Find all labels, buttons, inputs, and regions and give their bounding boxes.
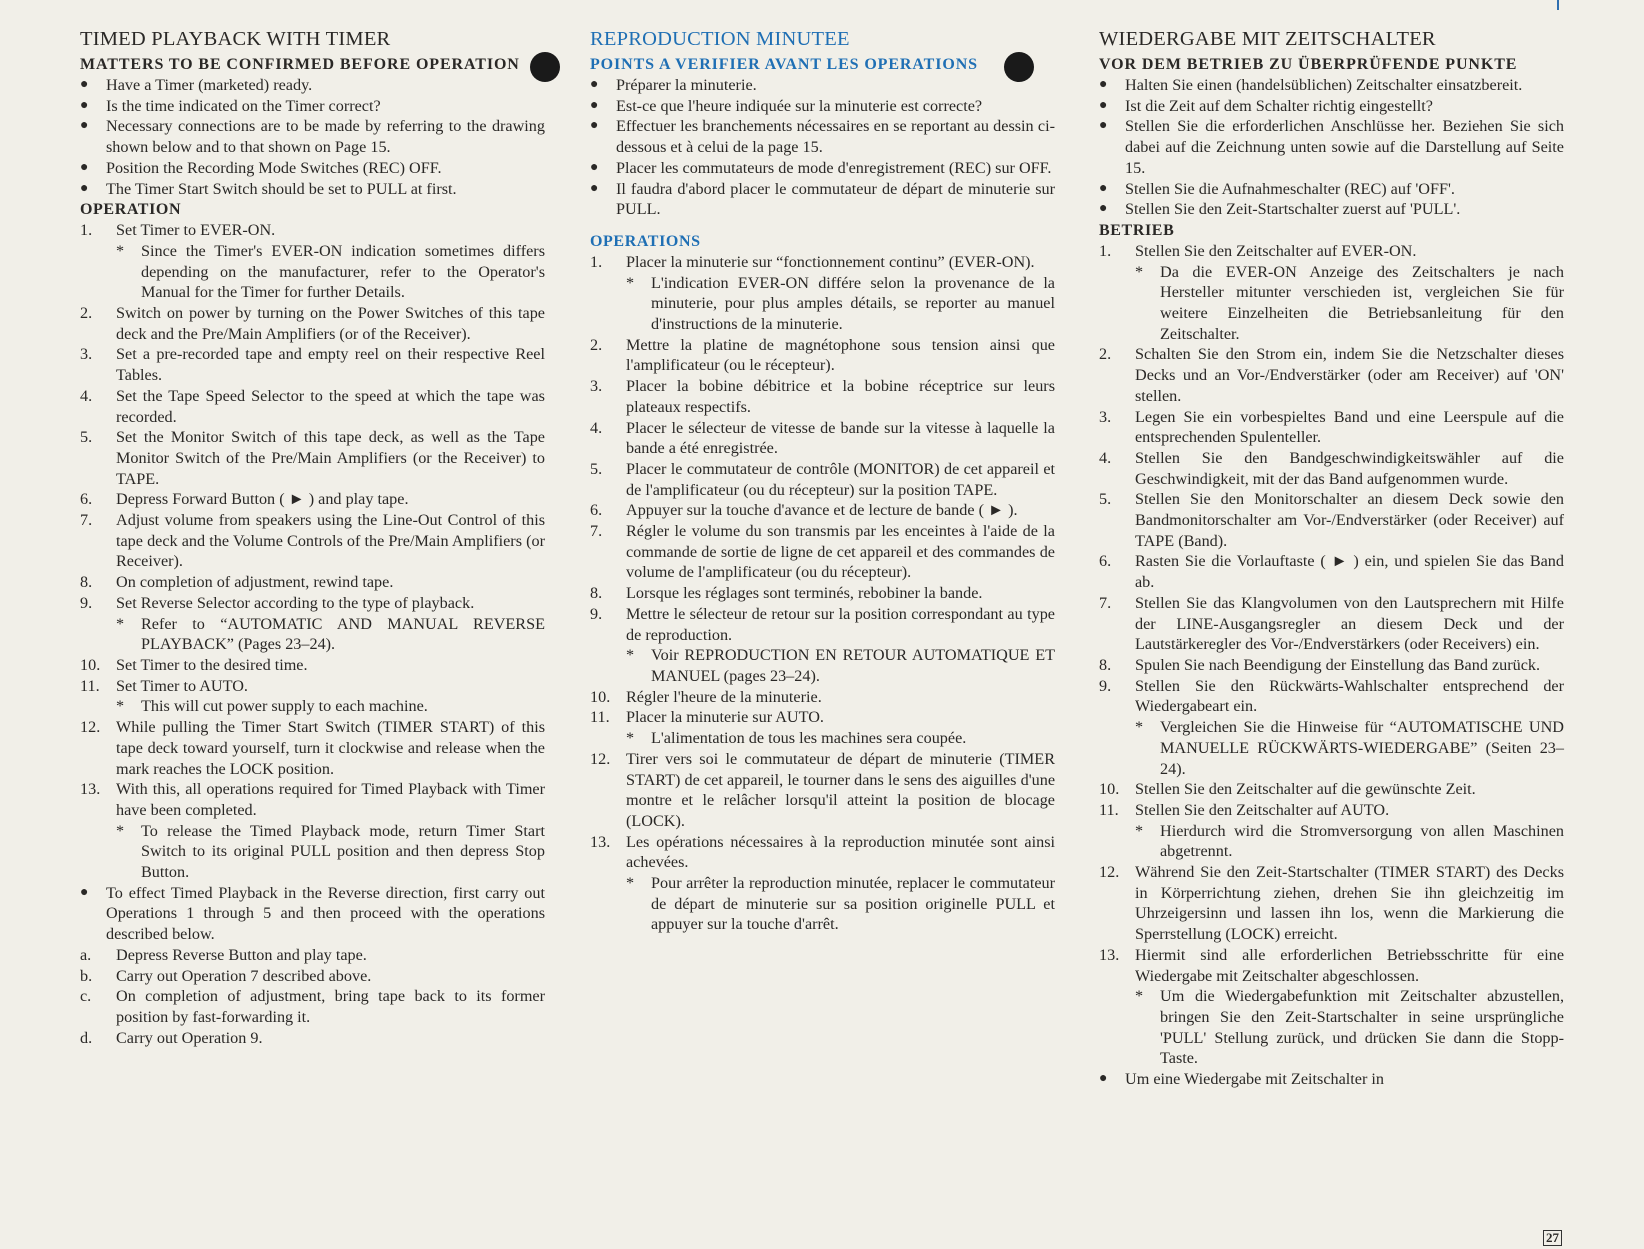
step-item-text: Stellen Sie den Zeitschalter auf die gewünschte Zeit.	[1135, 780, 1476, 799]
checklist	[80, 75, 545, 199]
step-item-marker: 8.	[80, 573, 93, 592]
step-item-marker: 4.	[80, 386, 93, 405]
bullet-icon: ●	[1099, 97, 1108, 113]
checklist-item-text: Is the time indicated on the Timer correct?	[106, 96, 381, 115]
step-item	[1099, 344, 1564, 406]
step-item	[590, 376, 1055, 417]
bullet-icon: ●	[1099, 180, 1108, 196]
step-item-text: On completion of adjustment, rewind tape.	[116, 573, 394, 592]
step-item	[1099, 779, 1564, 800]
column-french	[590, 22, 1055, 935]
step-item-text: Set the Tape Speed Selector to the speed at which the tape was recorded.	[116, 386, 545, 426]
step-item	[1099, 241, 1564, 262]
step-item	[1099, 676, 1564, 717]
step-item	[590, 459, 1055, 500]
checklist-item	[1099, 179, 1564, 200]
section-subhead: POINTS A VERIFIER AVANT LES OPERATIONS	[590, 56, 978, 73]
checklist-item-text: Stellen Sie die Aufnahmeschalter (REC) auf 'OFF'.	[1125, 179, 1455, 198]
note-item-text: To release the Timed Playback mode, return Timer Start Switch to its original PULL position and then depress Stop Button.	[141, 821, 545, 882]
section-subhead: MATTERS TO BE CONFIRMED BEFORE OPERATION	[80, 56, 520, 73]
checklist-item	[590, 96, 1055, 117]
step-item-marker: 12.	[80, 718, 101, 737]
step-item-marker: 10.	[1099, 780, 1120, 799]
column-german	[1099, 22, 1564, 1090]
step-item-text: Mettre la platine de magnétophone sous tension ainsi que l'amplificateur (ou le récepteur).	[626, 335, 1055, 375]
step-item-marker: 10.	[80, 655, 101, 674]
step-item-text: Appuyer sur la touche d'avance et de lecture de bande ( ► ).	[626, 501, 1018, 520]
bullet-icon: ●	[590, 97, 599, 113]
substep-item-text: Carry out Operation 9.	[116, 1028, 263, 1047]
bullet-icon: ●	[590, 77, 599, 92]
section-title: TIMED PLAYBACK WITH TIMER	[80, 28, 391, 50]
step-item-text: Stellen Sie den Zeitschalter auf EVER-ON.	[1135, 241, 1417, 260]
step-item-marker: 12.	[590, 749, 611, 768]
step-item-marker: 3.	[80, 345, 93, 364]
step-item-text: Stellen Sie den Monitorschalter an diesem Deck sowie den Bandmonitorschalter am Vor-/Endverstärker (oder Receiver) auf TAPE (Band).	[1135, 490, 1564, 550]
note-item-marker: *	[626, 729, 635, 748]
note-item	[1099, 986, 1564, 1069]
checklist-item	[1099, 75, 1564, 96]
note-item-marker: *	[116, 241, 125, 260]
bullet-icon: ●	[590, 159, 599, 175]
substep-item-text: Carry out Operation 7 described above.	[116, 966, 372, 985]
step-item	[590, 832, 1055, 873]
checklist-item-text: Stellen Sie den Zeit-Startschalter zuerst auf 'PULL'.	[1125, 200, 1461, 219]
step-item-marker: 3.	[1099, 407, 1112, 426]
step-item	[590, 500, 1055, 521]
bullet-note-item-marker: ●	[1099, 1071, 1108, 1087]
step-item	[590, 707, 1055, 728]
note-item-marker: *	[1135, 262, 1144, 281]
note-item-marker: *	[116, 614, 125, 633]
step-item-marker: 9.	[590, 604, 603, 623]
checklist-item	[1099, 199, 1564, 220]
checklist-item-text: Halten Sie einen (handelsüblichen) Zeitschalter einsatzbereit.	[1125, 76, 1523, 94]
step-item	[1099, 489, 1564, 551]
step-item-text: Während Sie den Zeit-Startschalter (TIMER START) des Decks in Körperrichtung ziehen, drehen Sie ihn gleichzeitig im Uhrzeigersinn und lassen ihn los, wenn die Markierung die Sperrstellung (LOCK) erreicht.	[1135, 863, 1564, 944]
step-item	[1099, 862, 1564, 945]
step-item-marker: 5.	[1099, 490, 1112, 509]
bullet-icon: ●	[1099, 77, 1108, 92]
checklist	[590, 75, 1055, 220]
step-item-text: Adjust volume from speakers using the Line-Out Control of this tape deck and the Volume Controls of the Pre/Main Amplifiers (or Receiver).	[116, 511, 545, 571]
note-item-marker: *	[1135, 718, 1144, 737]
checklist-item	[80, 116, 545, 157]
step-item-text: Régler l'heure de la minuterie.	[626, 687, 822, 706]
checklist-item-text: Stellen Sie die erforderlichen Anschlüsse her. Beziehen Sie sich dabei auf die Zeichnung unten sowie auf die Darstellung auf Seite 15.	[1125, 117, 1564, 177]
checklist-item-text: The Timer Start Switch should be set to PULL at first.	[106, 179, 457, 198]
step-item	[80, 717, 545, 779]
bullet-icon: ●	[590, 180, 599, 196]
operation-steps	[590, 252, 1055, 935]
step-item-text: Placer la minuterie sur AUTO.	[626, 708, 824, 727]
step-item-marker: 7.	[590, 522, 603, 541]
step-item-marker: 4.	[590, 418, 603, 437]
step-item	[80, 386, 545, 427]
note-item-text: Da die EVER-ON Anzeige des Zeitschalters je nach Hersteller mitunter verschieden ist, vergleichen Sie für weitere Einzelheiten die Betriebsanleitung für den Zeitschalter.	[1160, 262, 1564, 343]
note-item-text: L'indication EVER-ON différe selon la provenance de la minuterie, pour plus amples détails, se reporter au manuel d'instructions de la minuterie.	[651, 273, 1055, 334]
step-item	[590, 749, 1055, 832]
checklist-item-text: Est-ce que l'heure indiquée sur la minuterie est correcte?	[616, 96, 983, 115]
step-item	[590, 335, 1055, 376]
step-item-text: Set Timer to AUTO.	[116, 676, 248, 695]
section-subhead: VOR DEM BETRIEB ZU ÜBERPRÜFENDE PUNKTE	[1099, 56, 1518, 73]
step-item-text: Set the Monitor Switch of this tape deck, as well as the Tape Monitor Switch of the Pre/Main Amplifiers (or the Receiver) to TAPE.	[116, 428, 545, 488]
step-item-text: Placer le commutateur de contrôle (MONITOR) de cet appareil et de l'amplificateur (ou du récepteur) sur la position TAPE.	[626, 459, 1055, 499]
step-item-marker: 11.	[590, 708, 610, 727]
column-english	[80, 22, 545, 1048]
step-item-text: With this, all operations required for Timed Playback with Timer have been completed.	[116, 780, 545, 819]
step-item-marker: 6.	[1099, 552, 1112, 571]
note-item-marker: *	[116, 821, 125, 840]
note-item-marker: *	[1135, 987, 1144, 1006]
checklist-item	[80, 96, 545, 117]
note-item	[1099, 821, 1564, 862]
step-item	[1099, 945, 1564, 986]
note-item-text: Vergleichen Sie die Hinweise für “AUTOMATISCHE UND MANUELLE RÜCKWÄRTS-WIEDERGABE” (Seiten 23–24).	[1160, 718, 1564, 778]
bullet-icon: ●	[80, 77, 89, 92]
bullet-icon: ●	[1099, 118, 1108, 134]
step-item	[590, 418, 1055, 459]
step-item	[590, 604, 1055, 645]
step-item-text: Switch on power by turning on the Power Switches of this tape deck and the Pre/Main Amplifiers (or of the Receiver).	[116, 304, 545, 343]
checklist-item	[590, 158, 1055, 179]
note-item-marker: *	[626, 273, 635, 292]
note-item-marker: *	[626, 646, 635, 665]
step-item-marker: 4.	[1099, 448, 1112, 467]
note-item-text: L'alimentation de tous les machines sera coupée.	[651, 729, 967, 748]
step-item	[80, 510, 545, 572]
step-item-marker: 9.	[1099, 676, 1112, 695]
checklist-item	[80, 179, 545, 200]
step-item	[80, 676, 545, 697]
step-item-text: Stellen Sie den Bandgeschwindigkeitswähler auf die Geschwindigkeit, mit der das Band aufgenommen wurde.	[1135, 448, 1564, 488]
checklist-item-text: Have a Timer (marketed) ready.	[106, 76, 313, 94]
step-item	[80, 655, 545, 676]
step-item-marker: 13.	[590, 832, 611, 851]
bullet-note-item-text: Um eine Wiedergabe mit Zeitschalter in	[1125, 1070, 1385, 1089]
step-item-text: Set Reverse Selector according to the type of playback.	[116, 593, 475, 612]
step-item-marker: 2.	[1099, 345, 1112, 364]
step-item-marker: 8.	[1099, 655, 1112, 674]
step-item-marker: 12.	[1099, 863, 1120, 882]
substep-item-text: Depress Reverse Button and play tape.	[116, 945, 367, 964]
step-item	[1099, 655, 1564, 676]
step-item-text: Placer la minuterie sur “fonctionnement continu” (EVER-ON).	[626, 252, 1035, 271]
step-item-text: Régler le volume du son transmis par les enceintes à l'aide de la commande de sortie de ligne de cet appareil et des commandes de volume de l'amplificateur (ou du récepteur).	[626, 522, 1055, 582]
bullet-icon: ●	[80, 118, 89, 134]
note-item	[80, 241, 545, 303]
step-item	[1099, 593, 1564, 655]
step-item	[80, 220, 545, 241]
note-item-marker: *	[116, 697, 125, 716]
step-item	[1099, 407, 1564, 448]
step-item-marker: 6.	[80, 490, 93, 509]
substep-item	[80, 945, 545, 966]
operation-steps	[80, 220, 545, 1048]
step-item-text: Spulen Sie nach Beendigung der Einstellung das Band zurück.	[1135, 655, 1541, 674]
checklist-item	[80, 158, 545, 179]
step-item-marker: 13.	[80, 780, 101, 799]
bullet-note-item-text: To effect Timed Playback in the Reverse direction, first carry out Operations 1 through 5 and then proceed with the operations described below.	[106, 883, 545, 944]
step-item	[80, 779, 545, 820]
step-item-text: Tirer vers soi le commutateur de départ de minuterie (TIMER START) de cet appareil, le tourner dans le sens des aiguilles d'une montre et le relâcher lorsqu'il atteint la position de blocage (LOCK).	[626, 749, 1055, 830]
bullet-note-item-marker: ●	[80, 884, 89, 900]
checklist	[1099, 75, 1564, 220]
step-item	[590, 521, 1055, 583]
step-item	[80, 427, 545, 489]
checklist-item	[1099, 116, 1564, 178]
note-item-text: Pour arrêter la reproduction minutée, replacer le commutateur de départ de minuterie sur sa position originelle PULL et appuyer sur la touche d'arrêt.	[651, 874, 1055, 934]
checklist-item-text: Préparer la minuterie.	[616, 76, 757, 94]
step-item-text: Schalten Sie den Strom ein, indem Sie die Netzschalter dieses Decks und an Vor-/Endverstärker (oder am Receiver) auf 'ON' stellen.	[1135, 345, 1564, 405]
step-item-marker: 5.	[590, 459, 603, 478]
step-item-text: Hiermit sind alle erforderlichen Betriebsschritte für eine Wiedergabe mit Zeitschalter abgeschlossen.	[1135, 945, 1564, 985]
note-item-text: Since the Timer's EVER-ON indication sometimes differs depending on the manufacturer, refer to the Operator's Manual for the Timer for further Details.	[141, 241, 545, 302]
note-item	[1099, 262, 1564, 345]
edge-mark	[1557, 0, 1559, 10]
checklist-item-text: Ist die Zeit auf dem Schalter richtig eingestellt?	[1125, 96, 1433, 115]
operation-heading: OPERATIONS	[590, 232, 701, 250]
checklist-item-text: Position the Recording Mode Switches (REC) OFF.	[106, 158, 442, 177]
substep-item-text: On completion of adjustment, bring tape back to its former position by fast-forwarding it.	[116, 987, 545, 1026]
step-item	[590, 252, 1055, 273]
step-item-text: Set Timer to EVER-ON.	[116, 221, 276, 240]
checklist-item-text: Il faudra d'abord placer le commutateur de départ de minuterie sur PULL.	[616, 179, 1055, 219]
step-item-marker: 13.	[1099, 945, 1120, 964]
step-item-marker: 11.	[1099, 800, 1119, 819]
note-item	[80, 821, 545, 883]
substep-item	[80, 986, 545, 1027]
step-item-marker: 3.	[590, 377, 603, 396]
step-item-text: Stellen Sie den Rückwärts-Wahlschalter entsprechend der Wiedergabeart ein.	[1135, 676, 1564, 716]
step-item-marker: 2.	[590, 335, 603, 354]
bullet-icon: ●	[80, 159, 89, 175]
step-item-marker: 2.	[80, 304, 93, 323]
page-number: 27	[1543, 1230, 1562, 1246]
substep-item-marker: b.	[80, 966, 93, 985]
step-item-text: Placer le sélecteur de vitesse de bande sur la vitesse à laquelle la bande a été enregistrée.	[626, 418, 1055, 458]
note-item-text: Voir REPRODUCTION EN RETOUR AUTOMATIQUE ET MANUEL (pages 23–24).	[651, 646, 1055, 685]
step-item	[590, 583, 1055, 604]
step-item	[80, 572, 545, 593]
section-title: REPRODUCTION MINUTEE	[590, 28, 850, 50]
checklist-item-text: Effectuer les branchements nécessaires en se reportant au dessin ci-dessous et à celui de la page 15.	[616, 117, 1055, 157]
bullet-icon: ●	[80, 180, 89, 196]
bullet-icon: ●	[1099, 201, 1108, 217]
step-item-text: Les opérations nécessaires à la reproduction minutée sont ainsi achevées.	[626, 832, 1055, 872]
substep-item-marker: a.	[80, 945, 92, 964]
note-item-marker: *	[1135, 821, 1144, 840]
bullet-icon: ●	[590, 118, 599, 134]
step-item-text: Stellen Sie das Klangvolumen von den Lautsprechern mit Hilfe der LINE-Ausgangsregler an diesem Deck und der Lautstärkeregler des Vor-/Endverstärkers (oder Receivers) ein.	[1135, 593, 1564, 654]
step-item-marker: 7.	[80, 511, 93, 530]
substep-item-marker: c.	[80, 987, 92, 1006]
step-item-marker: 1.	[590, 252, 603, 271]
step-item	[1099, 551, 1564, 592]
bullet-icon: ●	[80, 97, 89, 113]
checklist-item	[590, 75, 1055, 96]
operation-heading: OPERATION	[80, 201, 182, 219]
step-item-marker: 8.	[590, 584, 603, 603]
step-item-text: Mettre le sélecteur de retour sur la position correspondant au type de reproduction.	[626, 604, 1055, 644]
step-item-marker: 1.	[1099, 241, 1112, 260]
operation-steps	[1099, 241, 1564, 1090]
section-title: WIEDERGABE MIT ZEITSCHALTER	[1099, 28, 1436, 50]
bullet-note-item	[80, 883, 545, 945]
substep-item-marker: d.	[80, 1028, 93, 1047]
note-item	[590, 873, 1055, 935]
note-item	[80, 696, 545, 717]
note-item	[80, 614, 545, 655]
step-item-marker: 6.	[590, 501, 603, 520]
checklist-item-text: Placer les commutateurs de mode d'enregistrement (REC) sur OFF.	[616, 158, 1052, 177]
checklist-item	[80, 75, 545, 96]
bullet-note-item	[1099, 1069, 1564, 1090]
checklist-item	[1099, 96, 1564, 117]
step-item	[80, 303, 545, 344]
note-item-text: Um die Wiedergabefunktion mit Zeitschalter abzustellen, bringen Sie den Zeit-Startschalter in seine ursprüngliche 'PULL' Stellung zurück, und drücken Sie dann die Stopp-Taste.	[1160, 987, 1564, 1068]
step-item-text: Stellen Sie den Zeitschalter auf AUTO.	[1135, 800, 1390, 819]
step-item-marker: 1.	[80, 221, 93, 240]
note-item-text: Refer to “AUTOMATIC AND MANUAL REVERSE PLAYBACK” (Pages 23–24).	[141, 614, 545, 654]
step-item-text: Depress Forward Button ( ► ) and play tape.	[116, 490, 409, 509]
step-item-marker: 11.	[80, 676, 100, 695]
step-item	[1099, 448, 1564, 489]
step-item-marker: 10.	[590, 687, 611, 706]
step-item-text: Set Timer to the desired time.	[116, 655, 308, 674]
step-item-text: Legen Sie ein vorbespieltes Band und eine Leerspule auf die entsprechenden Spulenteller.	[1135, 407, 1564, 447]
note-item	[590, 273, 1055, 335]
step-item-text: Lorsque les réglages sont terminés, rebobiner la bande.	[626, 584, 983, 603]
step-item-marker: 5.	[80, 428, 93, 447]
note-item	[590, 728, 1055, 749]
note-item-marker: *	[626, 874, 635, 893]
note-item-text: This will cut power supply to each machine.	[141, 697, 428, 716]
note-item-text: Hierdurch wird die Stromversorgung von allen Maschinen abgetrennt.	[1160, 821, 1564, 861]
substep-item	[80, 1028, 545, 1049]
checklist-item	[590, 116, 1055, 157]
step-item	[80, 344, 545, 385]
step-item	[1099, 800, 1564, 821]
step-item-marker: 9.	[80, 593, 93, 612]
substep-item	[80, 966, 545, 987]
step-item-text: Set a pre-recorded tape and empty reel on their respective Reel Tables.	[116, 345, 545, 385]
step-item-text: Rasten Sie die Vorlauftaste ( ► ) ein, und spielen Sie das Band ab.	[1135, 552, 1564, 592]
step-item-text: While pulling the Timer Start Switch (TIMER START) of this tape deck toward yourself, turn it clockwise and release when the mark reaches the LOCK position.	[116, 718, 545, 778]
note-item	[1099, 717, 1564, 779]
step-item-text: Placer la bobine débitrice et la bobine réceptrice sur leurs plateaux respectifs.	[626, 377, 1055, 416]
operation-heading: BETRIEB	[1099, 221, 1175, 239]
step-item	[80, 593, 545, 614]
step-item-marker: 7.	[1099, 593, 1112, 612]
checklist-item	[590, 179, 1055, 220]
step-item	[80, 489, 545, 510]
step-item	[590, 687, 1055, 708]
checklist-item-text: Necessary connections are to be made by referring to the drawing shown below and to that shown on Page 15.	[106, 117, 545, 157]
note-item	[590, 645, 1055, 686]
